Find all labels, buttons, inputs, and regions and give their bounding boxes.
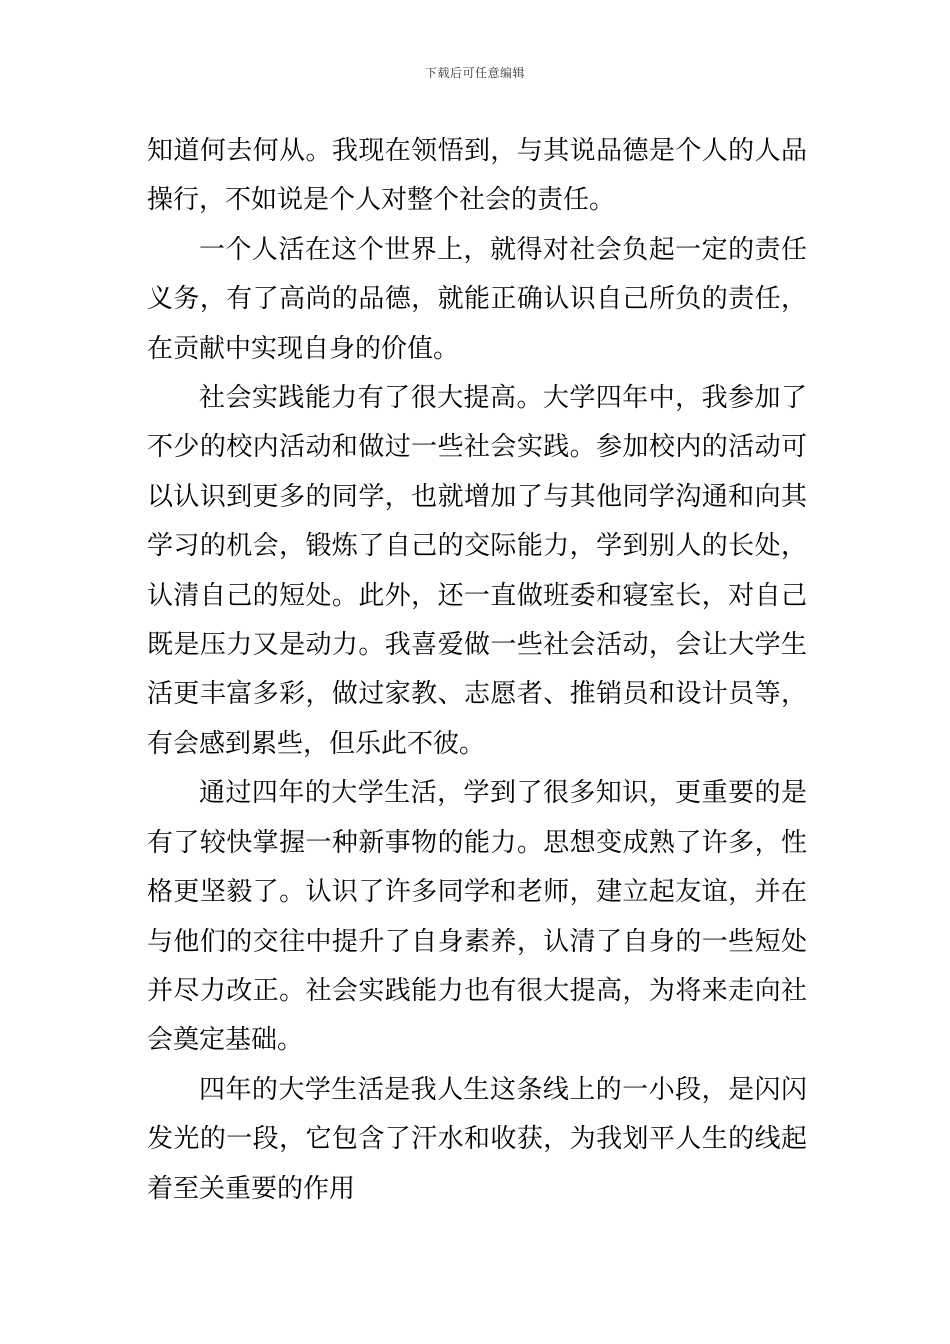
paragraph-responsibility: 一个人活在这个世界上，就得对社会负起一定的责任义务，有了高尚的品德，就能正确认识自己所负的责任，在贡献中实现自身的价值。 — [147, 234, 807, 364]
paragraph-four-years: 通过四年的大学生活，学到了很多知识，更重要的是有了较快掌握一种新事物的能力。思想变成熟了许多，性格更坚毅了。认识了许多同学和老师，建立起友谊，并在与他们的交往中提升了自身素养，认清了自身的一些短处并尽力改正。社会实践能力也有很大提高，为将来走向社会奠定基础。 — [147, 778, 807, 1056]
header-note: 下载后可任意编辑 — [424, 66, 525, 80]
document-body — [147, 127, 807, 1214]
paragraph-social-practice: 社会实践能力有了很大提高。大学四年中，我参加了不少的校内活动和做过一些社会实践。参加校内的活动可以认识到更多的同学，也就增加了与其他同学沟通和向其学习的机会，锻炼了自己的交际能力，学到别人的长处，认清自己的短处。此外，还一直做班委和寝室长，对自己既是压力又是动力。我喜爱做一些社会活动，会让大学生活更丰富多彩，做过家教、志愿者、推销员和设计员等，有会感到累些，但乐此不彼。 — [147, 383, 807, 759]
paragraph-conclusion: 四年的大学生活是我人生这条线上的一小段，是闪闪发光的一段，它包含了汗水和收获，为我划平人生的线起着至关重要的作用 — [147, 1074, 807, 1204]
paragraph-continuation: 知道何去何从。我现在领悟到，与其说品德是个人的人品操行，不如说是个人对整个社会的责任。 — [147, 136, 807, 216]
